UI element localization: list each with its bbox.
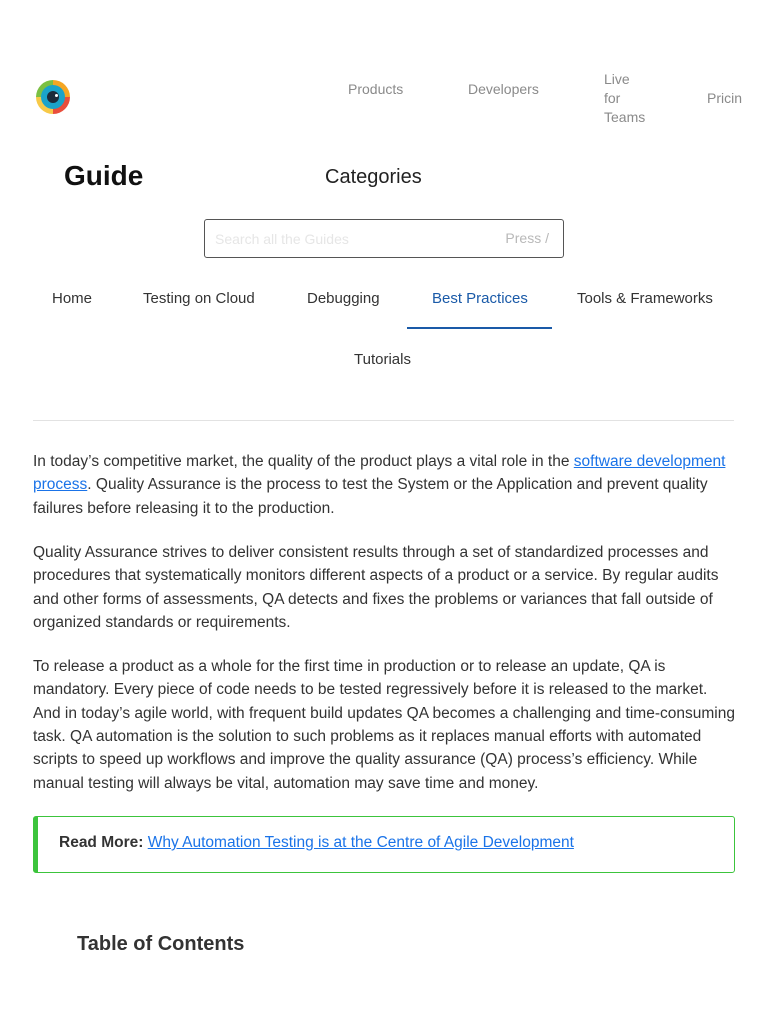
tab-best-practices[interactable]: Best Practices (432, 290, 528, 307)
article-paragraph (33, 450, 735, 520)
logo-iris (41, 85, 65, 109)
logo-pupil (47, 91, 59, 103)
read-more-callout (33, 816, 735, 873)
nav-pricing[interactable]: Pricin (707, 90, 743, 106)
article-paragraph: To release a product as a whole for the first time in production or to release an update, QA is mandatory. Every piece of code needs to be tested regressively before it is released to the market. And in today’s agile world, with frequent build updates QA becomes a challenging and time-consuming task. QA automation is the solution to such problems as it replaces manual efforts with automated scripts to speed up workflows and improve the quality assurance (QA) process’s efficiency. While manual testing will always be vital, automation may save time and money. (33, 657, 735, 792)
software-development-process-link[interactable]: software development process (33, 453, 726, 494)
active-tab-indicator (407, 327, 552, 329)
read-more-content (59, 834, 574, 852)
page-title: Guide (64, 160, 144, 191)
search-box[interactable] (204, 219, 564, 258)
article-body (33, 450, 735, 816)
nav-live-for-teams[interactable]: Live for Teams (604, 71, 646, 125)
table-of-contents-heading[interactable]: Table of Contents (77, 933, 245, 955)
article-paragraph: Quality Assurance strives to deliver consistent results through a set of standardized processes and procedures that systematically monitors different aspects of a product or a service. By regular audits and other forms of assessments, QA detects and fixes the problems or variances that fall outside of organized standards or requirements. (33, 543, 719, 631)
read-more-label: Read More: (59, 834, 148, 851)
paragraph-text: . Quality Assurance is the process to test the System or the Application and prevent quality failures before releasing it to the production. (33, 476, 708, 517)
logo-glint (55, 94, 58, 97)
tab-home[interactable]: Home (52, 290, 93, 307)
section-divider (33, 420, 734, 421)
tab-tools-frameworks[interactable]: Tools & Frameworks (577, 290, 713, 307)
paragraph-text: In today’s competitive market, the quality of the product plays a vital role in the (33, 453, 574, 470)
search-input[interactable] (215, 228, 495, 250)
read-more-link[interactable]: Why Automation Testing is at the Centre of Agile Development (147, 834, 574, 851)
eye-logo-icon[interactable] (36, 80, 70, 114)
tab-debugging[interactable]: Debugging (307, 290, 380, 307)
nav-developers[interactable]: Developers (468, 81, 539, 97)
tab-testing-on-cloud[interactable]: Testing on Cloud (143, 290, 255, 307)
categories-dropdown[interactable]: Categories (325, 166, 422, 188)
tab-tutorials[interactable]: Tutorials (354, 351, 411, 368)
nav-products[interactable]: Products (348, 81, 404, 97)
search-shortcut-hint: Press / (505, 230, 549, 246)
